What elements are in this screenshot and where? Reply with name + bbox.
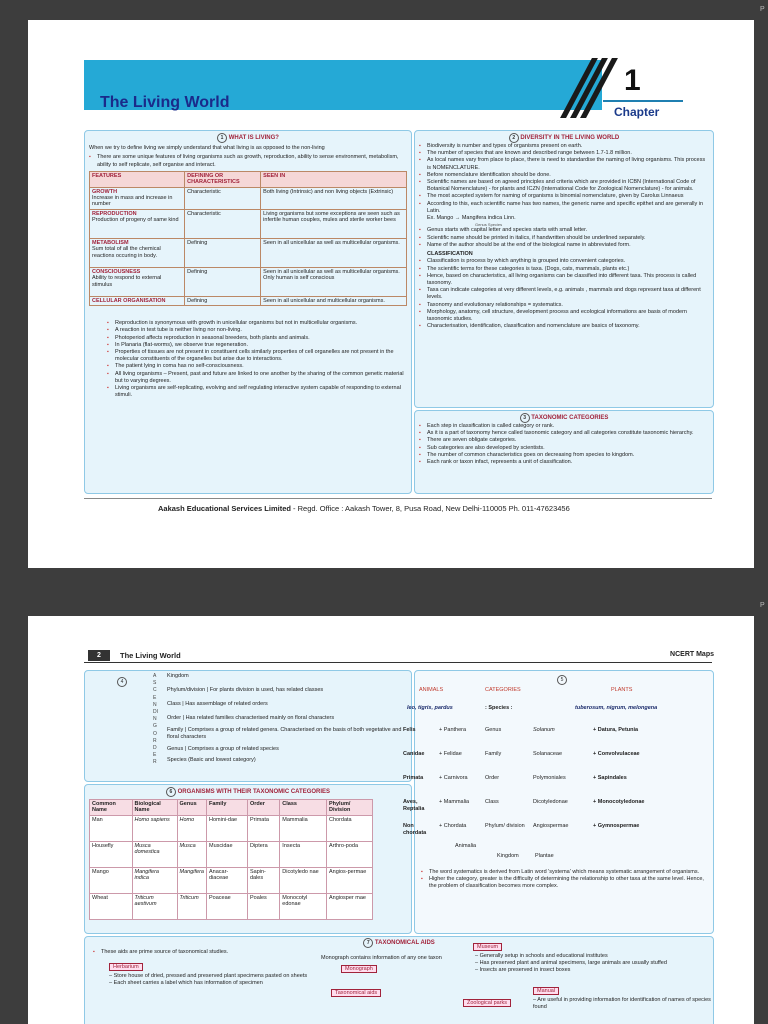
table-header: SEEN IN	[261, 171, 407, 187]
list-item: ▪ Sub categories are also developed by scientists.	[427, 445, 709, 452]
category-rows	[403, 727, 703, 847]
category-row: Felis + Panthera Genus Solanum + Datura, Petunia	[403, 727, 639, 733]
categories-heading: CATEGORIES	[485, 687, 521, 693]
list-item: ▪ Photoperiod affects reproduction in seasonal breeders, both plants and animals.	[115, 335, 407, 342]
list-item: ▪ Scientific name should be printed in italics, if handwritten should be underlined separately.	[427, 235, 709, 242]
manual-box: Manual	[533, 987, 559, 995]
aids-intro: ▪ These aids are prime source of taxonomical studies.	[89, 949, 305, 956]
list-item: ▪ According to this, each scientific name has two names, the generic name and specific epithet and are generally in Latin.	[427, 201, 709, 215]
hierarchy-level: Phylum/division	[167, 687, 206, 693]
example-text: Ex. Mango → Mangifera indica Linn.	[427, 215, 516, 222]
table-header: Phylum/ Division	[326, 800, 372, 816]
table-row: GROWTH Increase in mass and increase in number Characteristic Both living (Intrinsic) and non living objects (Extrinsic)	[90, 187, 407, 209]
list-item: ▪ A reaction in test tube is neither living nor non-living.	[115, 327, 407, 334]
section-number: 6	[166, 787, 176, 797]
list-item: ▪ As it is a part of taxonomy hence called taxonomic category and all categories constitute taxonomic hierarchy.	[427, 430, 709, 437]
section-number: 4	[117, 677, 127, 687]
list-item: ▪ Scientific names are based on agreed principles and criteria which are provided in ICBN (International Code of Botanical Nomenclature) - for plants and ICZN (International Code for Zoological Nomenclature) - for animals.	[427, 179, 709, 193]
example-sublabel: Genus Species	[475, 222, 503, 228]
intro-text: When we try to define living we simply understand that what living is as opposed to the non-living	[89, 145, 325, 151]
museum-notes: – Generally setup in schools and educational institutes – Has preserved plant and animal specimens, large animals are usually stuffed – Insects are preserved in insect boxes	[475, 953, 667, 973]
manual-note: – Are useful in providing information for identification of names of species found	[533, 997, 711, 1010]
monograph-note: Monograph contains information of any one taxon	[321, 955, 442, 961]
table-row: CELLULAR ORGANISATION Defining Seen in all unicellular and multicellular organisms.	[90, 296, 407, 305]
section-number: 1	[217, 133, 227, 143]
monograph-box: Monograph	[341, 965, 377, 973]
plants-heading: PLANTS	[611, 687, 633, 693]
hierarchy-level: Class	[167, 701, 181, 707]
table-row: CONSCIOUSNESS Ability to respond to external stimulus Defining Seen in all unicellular as well as multicellular organisms. Only human is self conscious	[90, 267, 407, 296]
chapter-title: The Living World	[100, 94, 230, 111]
animalia-label: Animalia	[455, 843, 477, 849]
hierarchy-level: Genus	[167, 746, 184, 752]
systematics-notes	[417, 869, 713, 891]
list-item: ▪ There are seven obligate categories.	[427, 437, 709, 444]
section-number: 3	[520, 413, 530, 423]
section-heading: 7 TAXONOMICAL AIDS	[85, 938, 713, 948]
document-page-1	[28, 20, 754, 568]
hierarchy-level: Kingdom	[167, 673, 189, 679]
list-item: ▪ In Planaria (flat-worms), we observe true regeneration.	[115, 342, 407, 349]
list-item: ▪ The scientific terms for these categories is taxa. (Dogs, cats, mammals, plants etc.)	[427, 266, 709, 273]
ascending-order-letters: ASCENDING ORDER	[153, 673, 158, 766]
list-item: ▪ The word systematics is derived from Latin word 'systema' which means systematic arrangement of organisms.	[429, 869, 709, 876]
list-item: ▪ Each step in classification is called category or rank.	[427, 423, 709, 430]
kingdom-label: Kingdom	[497, 853, 519, 859]
divider	[603, 100, 683, 102]
chapter-number: 1	[624, 64, 641, 97]
living-notes-list	[85, 320, 411, 399]
hierarchy-level: Species	[167, 757, 187, 763]
list-item: ▪ Name of the author should be at the end of the biological name in abbreviated form.	[427, 242, 709, 249]
diversity-list	[415, 143, 713, 215]
taxonomic-categories-panel	[414, 410, 714, 494]
list-item: ▪ All living organisms – Present, past and future are linked to one another by the sharing of the common genetic material but to varying degrees.	[115, 371, 407, 385]
list-item: ▪ The number of species that are known and described range between 1.7-1.8 million.	[427, 150, 709, 157]
list-item: ▪ Reproduction is synonymous with growth in unicellular organisms but not in multicellular organisms.	[115, 320, 407, 327]
animal-species: leo, tigris, pardus	[407, 705, 453, 711]
animals-heading: ANIMALS	[419, 687, 444, 693]
list-item: ▪ The patient lying in coma has no self-consciousness.	[115, 363, 407, 370]
museum-box: Museum	[473, 943, 502, 951]
list-item: ▪ Higher the category, greater is the difficulty of determining the relationship to other taxa at the same level. Hence, the problem of classification becomes more complex.	[429, 876, 709, 890]
classification-list	[415, 258, 713, 330]
section-heading: 3 TAXONOMIC CATEGORIES	[415, 413, 713, 423]
list-item: ▪ Hence, based on characteristics, all living organisms can be classified into different taxa. This process is called taxonomy.	[427, 273, 709, 287]
taxonomic-list	[415, 423, 713, 466]
chapter-banner	[84, 60, 602, 110]
section-number: 5	[557, 675, 567, 685]
footer-divider	[84, 498, 712, 499]
category-row: Primata + Carnivora Order Polymoniales + Sapindales	[403, 775, 627, 781]
table-row: Housefly Musca domestica Musca Muscidae Diptera Insecta Arthro-poda	[90, 841, 373, 867]
list-item: ▪ Genus starts with capital letter and species starts with small letter.	[427, 227, 709, 234]
table-header: DEFINING OR CHARACTERISTICS	[185, 171, 261, 187]
section-heading: 6 ORGANISMS WITH THEIR TAXONOMIC CATEGORIES	[85, 787, 411, 797]
table-row: Man Homo sapiens Homo Homini-dae Primata Mammalia Chordata	[90, 815, 373, 841]
list-item: ▪ Before nomenclature identification should be done.	[427, 172, 709, 179]
list-item: ▪ Biodiversity is number and types of organisms present on earth.	[427, 143, 709, 150]
hierarchy-panel	[84, 670, 412, 782]
categories-map-panel	[403, 670, 714, 934]
classification-heading: CLASSIFICATION	[427, 251, 473, 258]
page-marker: P	[760, 6, 765, 13]
list-item: ▪ Classification is process by which anything is grouped into convenient categories.	[427, 258, 709, 265]
table-header: Order	[247, 800, 279, 816]
herbarium-notes: – Store house of dried, pressed and preserved plant specimens pasted on sheets – Each sheet carries a label which has information of specimen	[109, 973, 308, 986]
list-item: ▪ Properties of tissues are not present in constituent cells similarly properties of cell organelles are not present in the molecular constituents of the organelles but arise due to interactions.	[115, 349, 407, 363]
table-header: Biological Name	[132, 800, 177, 816]
table-header: FEATURES	[90, 171, 185, 187]
category-row: Aves, Reptalia + Mammalia Class Dicotyledonae + Monocotyledonae	[403, 799, 645, 812]
taxonomical-aids-panel	[84, 936, 714, 1024]
features-bullet: ▪ There are some unique features of living organisms such as growth, reproduction, ability to sense environment, metabolism, ability to self replicate, self organise and interact.	[85, 154, 411, 168]
list-item: ▪ Taxa can indicate categories at very different levels, e.g. animals , mammals and dogs represent taxa at different levels.	[427, 287, 709, 301]
table-row: Mango Mangifera indica Mangifera Anacar-diaceae Sapin-dales Dicotyledo nae Angios-permae	[90, 867, 373, 893]
diversity-panel	[414, 130, 714, 408]
species-label: : Species :	[485, 705, 513, 711]
page-title: The Living World	[120, 651, 181, 660]
zoological-parks-box: Zoological parks	[463, 999, 511, 1007]
page-marker: P	[760, 602, 765, 609]
table-row: REPRODUCTION Production of progeny of same kind Characteristic Living organisms but some exceptions are seen such as infertile human couples, mules and sterile worker bees	[90, 209, 407, 238]
document-page-2	[28, 616, 754, 1024]
table-header: Common Name	[90, 800, 133, 816]
list-item: ▪ The most accepted system for naming of organisms is binomial nomenclature, given by Carolus Linnaeus	[427, 193, 709, 200]
hierarchy-level: Order	[167, 715, 182, 721]
list-item: ▪ Morphology, anatomy, cell structure, development process and ecological informations are basis of modern taxonomic studies.	[427, 309, 709, 323]
section-number: 7	[363, 938, 373, 948]
section-heading: 1 WHAT IS LIVING?	[85, 133, 411, 143]
table-header: Family	[206, 800, 247, 816]
table-header: Genus	[177, 800, 206, 816]
category-row: Non chordata + Chordata Phylum/ division Angiospermae + Gymnospermae	[403, 823, 640, 836]
herbarium-box: Herbarium	[109, 963, 143, 971]
features-table	[89, 171, 407, 306]
chapter-label: Chapter	[614, 105, 660, 119]
list-item: ▪ Each rank or taxon infact, represents a unit of classification.	[427, 459, 709, 466]
header-right-label: NCERT Maps	[670, 651, 714, 658]
page-number: 2	[88, 650, 110, 661]
category-row: Canidae + Felidae Family Solanaceae + Convolvulaceae	[403, 751, 640, 757]
table-row: Wheat Triticum aestivum Triticum Poaceae Poales Monocotyl edonae Angiosper mae	[90, 893, 373, 919]
taxonomical-aids-box: Taxonomical aids	[331, 989, 381, 997]
hierarchy-level: Family	[167, 727, 184, 733]
hierarchy-list: Kingdom Phylum/division | For plants division is used, has related classes Class | Has assemblage of related orders Order | Has related families characterised mainly on floral characters Family | Comprises a group of related genera. Characterised on the basis of both vegetative and floral characters Genus | Comprises a group of related species Species (Basic and lowest category)	[167, 673, 402, 763]
list-item: ▪ Living organisms are self-replicating, evolving and self regulating interactive system capable of responding to external stimuli.	[115, 385, 407, 399]
section-heading: 2 DIVERSITY IN THE LIVING WORLD	[415, 133, 713, 143]
organisms-table	[89, 799, 373, 920]
plantae-label: Plantae	[535, 853, 554, 859]
list-item: ▪ The number of common characteristics goes on decreasing from species to kingdom.	[427, 452, 709, 459]
diversity-list-2	[415, 227, 713, 249]
organisms-panel	[84, 784, 412, 934]
table-row: METABOLISM Sum total of all the chemical reactions occuring in body. Defining Seen in all unicellular as well as multicellular organisms.	[90, 238, 407, 267]
section-number: 2	[509, 133, 519, 143]
list-item: ▪ As local names vary from place to place, there is need to standardise the naming of living organisms. This process is NOMENCLATURE.	[427, 157, 709, 171]
page-footer: Aakash Educational Services Limited - Regd. Office : Aakash Tower, 8, Pusa Road, New Delhi-110005 Ph. 011-47623456	[158, 504, 570, 513]
list-item: ▪ Taxonomy and evolutionary relationships = systematics.	[427, 302, 709, 309]
plant-species: tuberosum, nigrum, melongena	[575, 705, 658, 711]
table-header: Class	[280, 800, 327, 816]
what-is-living-panel	[84, 130, 412, 494]
list-item: ▪ Characterisation, identification, classification and nomenclature are basics of taxonomy.	[427, 323, 709, 330]
